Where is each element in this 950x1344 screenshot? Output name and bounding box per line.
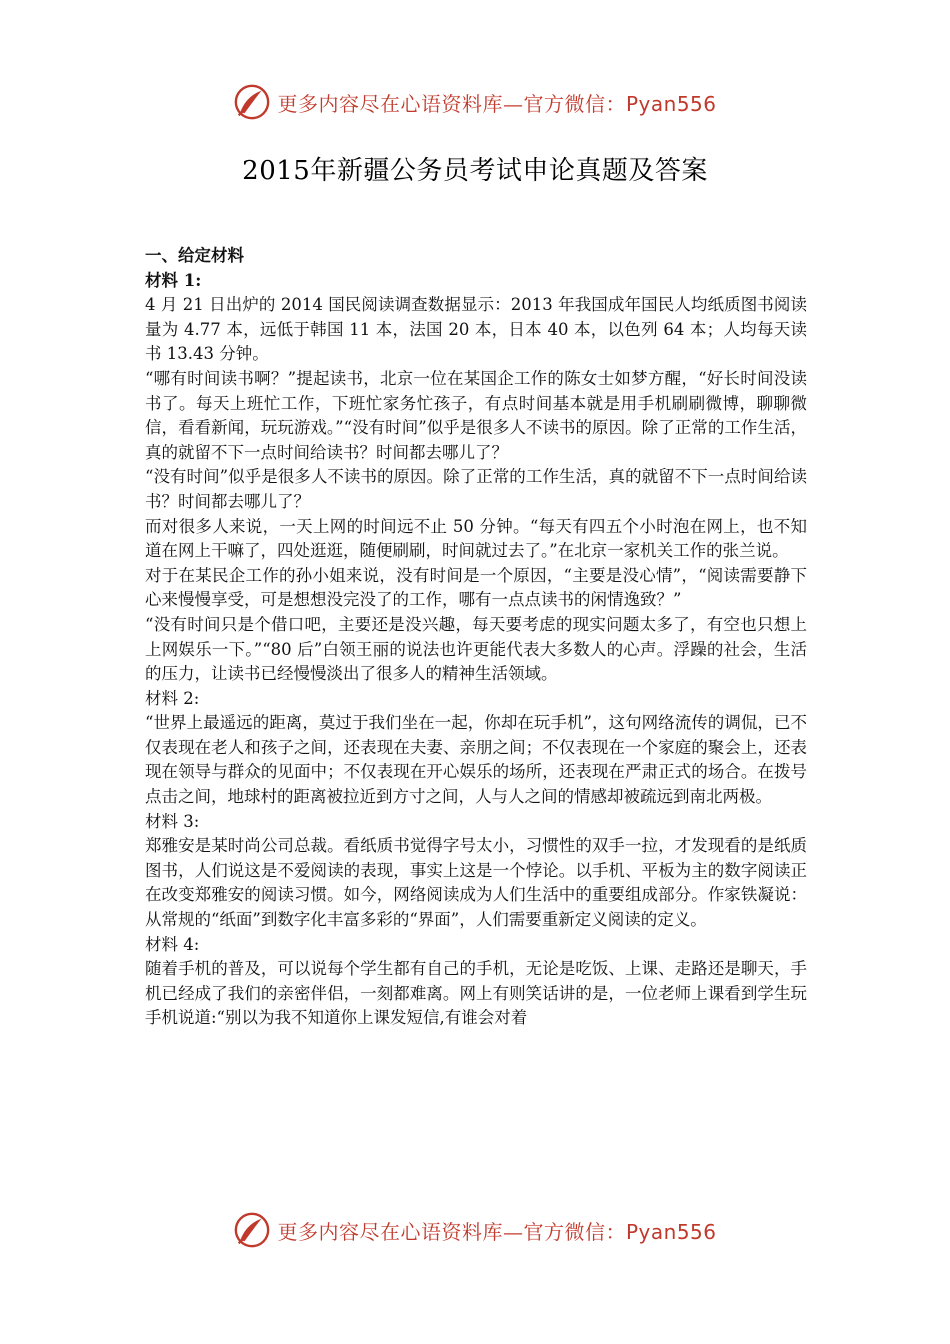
paragraph: 而对很多人来说，一天上网的时间远不止 50 分钟。“每天有四五个小时泡在网上，也不知道在网上干嘛了，四处逛逛，随便刷刷，时间就过去了。”在北京一家机关工作的张兰说。	[145, 516, 807, 561]
material-label: 材料 3:	[145, 811, 200, 831]
paragraph: “哪有时间读书啊？”提起读书，北京一位在某国企工作的陈女士如梦方醒，“好长时间没读书了。每天上班忙工作，下班忙家务忙孩子，有点时间基本就是用手机刷刷微博，聊聊微信，看看新闻，玩玩游戏。”“没有时间”似乎是很多人不读书的原因。除了正常的工作生活，真的就留不下一点时间给读书？时间都去哪儿了？	[145, 368, 807, 462]
document-body	[145, 244, 807, 1031]
pen-logo-icon	[233, 1211, 271, 1249]
material-label: 材料 1:	[145, 270, 202, 290]
section-heading: 一、给定材料	[145, 246, 244, 265]
paragraph: “没有时间”似乎是很多人不读书的原因。除了正常的工作生活，真的就留不下一点时间给读书？时间都去哪儿了？	[145, 467, 807, 511]
pen-logo-icon	[233, 83, 271, 121]
watermark-text: 更多内容尽在心语资料库—官方微信：Pyan556	[277, 1219, 717, 1244]
header-watermark	[0, 82, 950, 122]
material-label: 材料 2:	[145, 688, 200, 708]
paragraph: 4 月 21 日出炉的 2014 国民阅读调查数据显示：2013 年我国成年国民人均纸质图书阅读量为 4.77 本，远低于韩国 11 本，法国 20 本，日本 40 本，以色列 64 本；人均每天读书 13.43 分钟。	[145, 295, 807, 364]
document-title: 2015年新疆公务员考试申论真题及答案	[242, 156, 708, 186]
paragraph: “没有时间只是个借口吧，主要还是没兴趣，每天要考虑的现实问题太多了，有空也只想上上网娱乐一下。”“80 后”白领王丽的说法也许更能代表大多数人的心声。浮躁的社会，生活的压力，让读书已经慢慢淡出了很多人的精神生活领域。	[145, 614, 807, 684]
footer-watermark	[0, 1210, 950, 1250]
paragraph: 随着手机的普及，可以说每个学生都有自己的手机，无论是吃饭、上课、走路还是聊天，手机已经成了我们的亲密伴侣，一刻都难离。网上有则笑话讲的是，一位老师上课看到学生玩手机说道:“别以为我不知道你上课发短信,有谁会对着	[145, 959, 807, 1028]
paragraph: 郑雅安是某时尚公司总裁。看纸质书觉得字号太小，习惯性的双手一拉，才发现看的是纸质图书，人们说这是不爱阅读的表现，事实上这是一个悖论。以手机、平板为主的数字阅读正在改变郑雅安的阅读习惯。如今，网络阅读成为人们生活中的重要组成部分。作家铁凝说：从常规的“纸面”到数字化丰富多彩的“界面”，人们需要重新定义阅读的定义。	[145, 836, 807, 930]
material-label: 材料 4:	[145, 934, 200, 954]
watermark-text: 更多内容尽在心语资料库—官方微信：Pyan556	[277, 91, 717, 116]
paragraph: “世界上最遥远的距离，莫过于我们坐在一起，你却在玩手机”，这句网络流传的调侃，已不仅表现在老人和孩子之间，还表现在夫妻、亲朋之间；不仅表现在一个家庭的聚会上，还表现在领导与群众的见面中；不仅表现在开心娱乐的场所，还表现在严肃正式的场合。在拨号点击之间，地球村的距离被拉近到方寸之间，人与人之间的情感却被疏远到南北两极。	[145, 713, 807, 807]
paragraph: 对于在某民企工作的孙小姐来说，没有时间是一个原因，“主要是没心情”，“阅读需要静下心来慢慢享受，可是想想没完没了的工作，哪有一点点读书的闲情逸致？”	[145, 565, 807, 610]
